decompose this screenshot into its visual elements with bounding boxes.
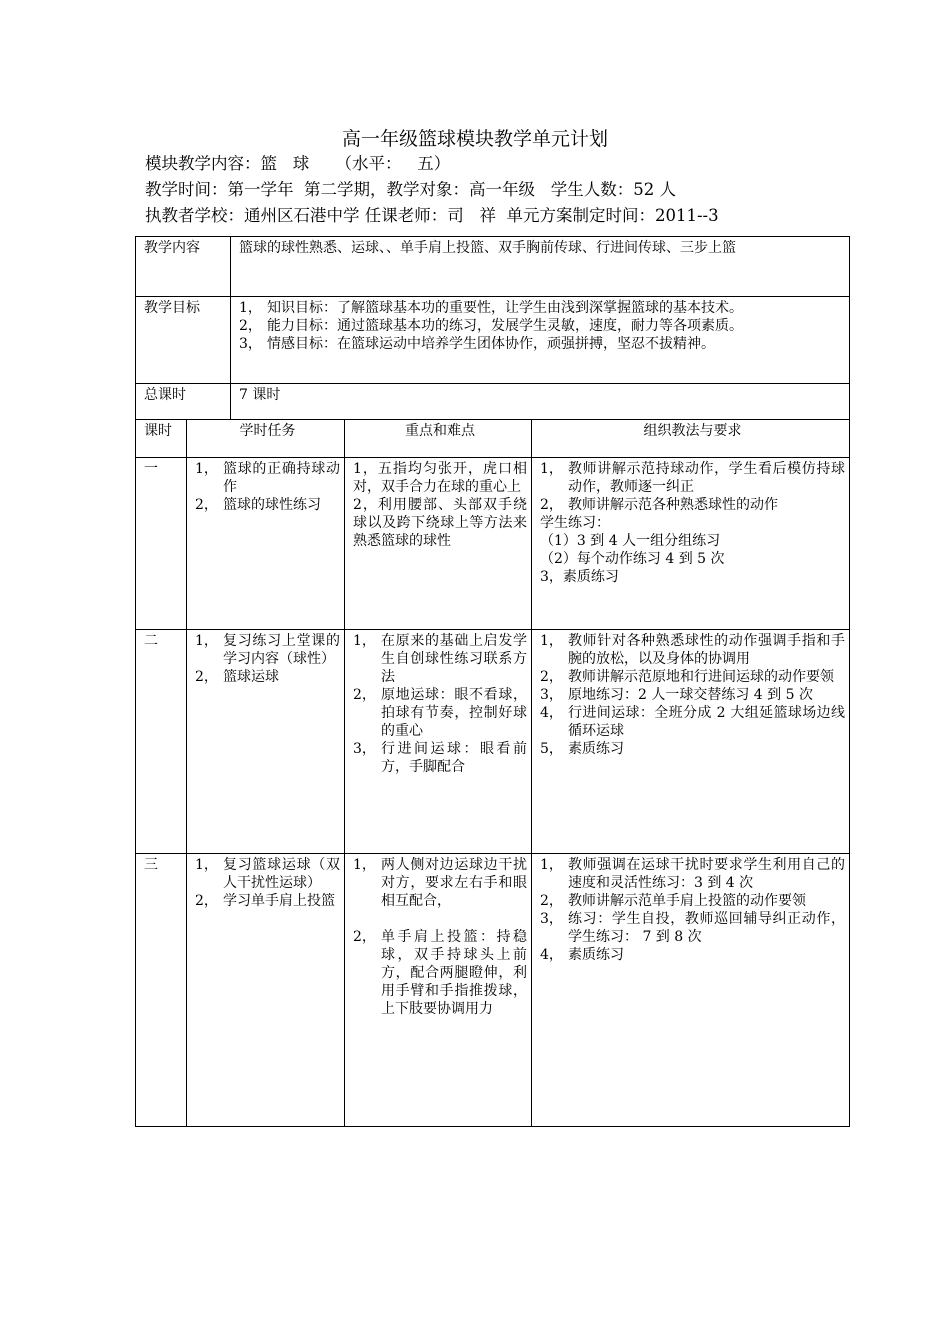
lesson-task-text: 复习练习上堂课的学习内容（球性） [223,633,340,667]
lesson-task-list [195,460,340,514]
lesson-method-number: 1， [540,461,563,477]
lesson-key-point [353,856,527,910]
goals-list [239,299,845,353]
lesson-method-text: 素质练习 [568,741,624,757]
lesson-method-number: 2， [540,893,563,909]
lesson-method-text: 素质练习 [568,947,624,963]
lesson-task-text: 篮球的正确持球动作 [223,461,340,495]
lesson-methods-cell [532,630,850,854]
lesson-key-point [353,740,527,776]
document-title: 高一年级篮球模块教学单元计划 [341,128,608,150]
lesson-row [136,458,850,630]
goal-item-text: 知识目标：了解篮球基本功的重要性，让学生由浅到深掌握篮球的基本技术。 [267,300,743,316]
lesson-method-list [540,632,845,758]
lesson-method [540,910,845,946]
content-text: 篮球的球性熟悉、运球、、单手肩上投篮、双手胸前传球、行进间传球、三步上篮 [231,237,850,297]
lesson-method [540,740,845,758]
lesson-key-point [353,686,527,740]
lesson-method-list [540,460,845,586]
lessons-body [136,458,850,1127]
lesson-method-text: 教师强调在运球干扰时要求学生利用自己的速度和灵活性练习：3 到 4 次 [568,857,845,891]
plan-table [135,236,850,1127]
lesson-method-text: 教师讲解示范持球动作，学生看后模仿持球动作，教师逐一纠正 [568,461,845,495]
lesson-method [540,632,845,668]
lesson-task [195,632,340,668]
lesson-method-number: 2， [540,669,563,685]
lesson-method [540,946,845,964]
lesson-task-number: 2， [195,893,218,909]
lesson-key-point [353,460,527,496]
lesson-key-points-cell [345,458,532,630]
lesson-method-text: 教师针对各种熟悉球性的动作强调手指和手腕的放松，以及身体的协调用 [568,633,845,667]
lesson-method [540,892,845,910]
goals-row [136,297,850,384]
lesson-number: 一 [136,458,187,630]
total-value: 7 课时 [231,384,850,420]
lesson-method-text: 原地练习：2 人一球交替练习 4 到 5 次 [568,687,813,703]
lesson-method-number: 1， [540,857,563,873]
lesson-method-text: 行进间运球：全班分成 2 大组延篮球场边线循环运球 [568,705,845,739]
lesson-tasks-cell [187,630,345,854]
lesson-method [540,550,845,568]
lesson-method [540,668,845,686]
lesson-method-number: 2， [540,497,563,513]
lesson-key-point-number: 2， [353,687,376,703]
lesson-task-text: 篮球运球 [223,669,279,685]
lesson-key-point-list [353,460,527,550]
lesson-method-text: （1）3 到 4 人一组分组练习 [540,533,721,549]
lesson-method-number: 5， [540,741,563,757]
lesson-key-points-cell [345,630,532,854]
lesson-task [195,668,340,686]
goal-item-text: 情感目标：在篮球运动中培养学生团体协作，顽强拼搏，坚忍不拔精神。 [267,336,715,352]
lesson-key-point-list [353,632,527,776]
lesson-method-text: 教师讲解示范各种熟悉球性的动作 [568,497,778,513]
lesson-task-number: 2， [195,497,218,513]
lesson-task [195,892,340,910]
lesson-task-number: 1， [195,857,218,873]
lesson-methods-cell [532,458,850,630]
lesson-tasks-cell [187,854,345,1127]
lesson-task [195,460,340,496]
lesson-task-text: 学习单手肩上投篮 [223,893,335,909]
lesson-method [540,460,845,496]
lesson-task [195,856,340,892]
lesson-method [540,568,845,586]
lesson-task-list [195,632,340,686]
lesson-method-number: 3， [540,911,563,927]
goals-cell [231,297,850,384]
col-header-lesson: 课时 [136,420,187,458]
lesson-task-list [195,856,340,910]
total-row [136,384,850,420]
lesson-method-list [540,856,845,964]
goal-item-number: 2， [239,318,262,334]
lesson-key-point-text: 单手肩上投篮：持稳球，双手持球头上前方，配合两腿瞪伸，利用手臂和手指推拨球，上下肢要协调用力 [381,929,527,1017]
lesson-row [136,854,850,1127]
goal-item-text: 能力目标：通过篮球基本功的练习，发展学生灵敏，速度，耐力等各项素质。 [267,318,743,334]
col-header-methods: 组织教法与要求 [532,420,850,458]
lesson-key-point [353,632,527,686]
lesson-number: 三 [136,854,187,1127]
lesson-method-text: 3，素质练习 [540,569,619,585]
lesson-key-point-text: 1，五指均匀张开，虎口相对，双手合力在球的重心上 [353,461,527,495]
lesson-task-number: 1， [195,633,218,649]
lesson-method [540,704,845,740]
content-label: 教学内容 [136,237,231,297]
total-label: 总课时 [136,384,231,420]
goal-item [239,335,845,353]
lesson-key-point-text: 两人侧对边运球边干扰对方，要求左右手和眼相互配合， [381,857,527,909]
lesson-key-point-number: 1， [353,857,376,873]
content-row [136,237,850,297]
col-header-tasks: 学时任务 [187,420,345,458]
lesson-key-point-number: 1， [353,633,376,649]
lesson-method-text: 教师讲解示范单手肩上投篮的动作要领 [568,893,806,909]
lesson-method-number: 3， [540,687,563,703]
lesson-task-text: 复习篮球运球（双人干扰性运球） [223,857,340,891]
lesson-method-number: 4， [540,947,563,963]
col-header-keys: 重点和难点 [345,420,532,458]
lesson-methods-cell [532,854,850,1127]
lesson-method-number: 1， [540,633,563,649]
lesson-task-number: 1， [195,461,218,477]
goal-item-number: 3， [239,336,262,352]
lesson-key-point-text: 原地运球：眼不看球，拍球有节奏，控制好球的重心 [381,687,527,739]
lesson-key-point-text: 2，利用腰部、头部双手绕球以及跨下绕球上等方法来熟悉篮球的球性 [353,497,527,549]
lesson-tasks-cell [187,458,345,630]
column-header-row [136,420,850,458]
lesson-method-text: 练习：学生自投，教师巡回辅导纠正动作，学生练习： 7 到 8 次 [568,911,845,945]
lesson-method [540,856,845,892]
lesson-method-text: 教师讲解示范原地和行进间运球的动作要领 [568,669,834,685]
lesson-key-points-cell [345,854,532,1127]
lesson-row [136,630,850,854]
goal-item-number: 1， [239,300,262,316]
lesson-number: 二 [136,630,187,854]
lesson-method-number: 4， [540,705,563,721]
lesson-key-point [353,928,527,1018]
lesson-method-text: 学生练习： [540,515,610,531]
header-school-teacher: 执教者学校：通州区石港中学 任课老师：司 祥 单元方案制定时间：2011--3 [145,206,719,225]
lesson-key-point-number: 3， [353,741,376,757]
header-teaching-time: 教学时间：第一学年 第二学期，教学对象：高一年级 学生人数：52 人 [145,180,676,199]
lesson-method [540,532,845,550]
goal-item [239,317,845,335]
lesson-task [195,496,340,514]
lesson-key-point-number: 2， [353,929,376,945]
lesson-method [540,686,845,704]
goals-label: 教学目标 [136,297,231,384]
lesson-method [540,514,845,532]
lesson-key-point [353,496,527,550]
lesson-method [540,496,845,514]
goal-item [239,299,845,317]
lesson-task-number: 2， [195,669,218,685]
header-module-content: 模块教学内容：篮 球 （水平： 五） [145,154,451,173]
lesson-key-point-list [353,856,527,1018]
lesson-method-text: （2）每个动作练习 4 到 5 次 [540,551,725,567]
lesson-key-point-text: 行进间运球：眼看前方，手脚配合 [381,741,527,775]
lesson-task-text: 篮球的球性练习 [223,497,321,513]
lesson-key-point-text: 在原来的基础上启发学生自创球性练习联系方法 [381,633,527,685]
